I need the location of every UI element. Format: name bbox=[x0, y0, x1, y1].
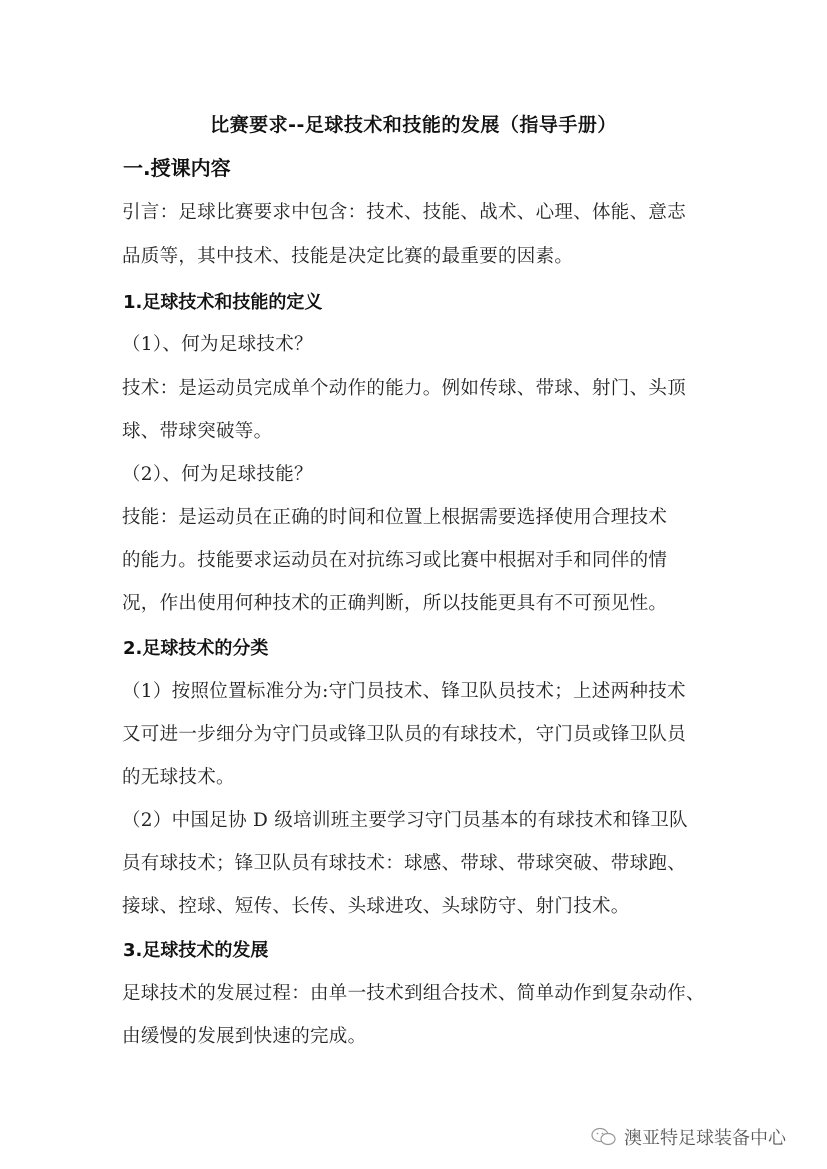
watermark-text: 澳亚特足球装备中心 bbox=[624, 1128, 786, 1149]
intro-line-2: 品质等，其中技术、技能是决定比赛的最重要的因素。 bbox=[122, 246, 574, 267]
sec1-answer-2-line-3: 况，作出使用何种技术的正确判断，所以技能更具有不可预见性。 bbox=[122, 593, 668, 614]
sec1-question-2: （2）、何为足球技能？ bbox=[122, 464, 313, 485]
sec1-question-1: （1）、何为足球技术？ bbox=[122, 334, 313, 355]
sec2-p1-line-1: （1）按照位置标准分为:守门员技术、锋卫队员技术；上述两种技术 bbox=[122, 681, 686, 702]
sec1-answer-2-line-2: 的能力。技能要求运动员在对抗练习或比赛中根据对手和同伴的情 bbox=[122, 550, 668, 571]
sec1-answer-1-line-1: 技术：是运动员完成单个动作的能力。例如传球、带球、射门、头顶 bbox=[122, 378, 687, 399]
sec2-p1-line-2: 又可进一步细分为守门员或锋卫队员的有球技术，守门员或锋卫队员 bbox=[122, 724, 687, 745]
sec2-p2-line-3: 接球、控球、短传、长传、头球进攻、头球防守、射门技术。 bbox=[122, 896, 630, 917]
sec1-answer-1-line-2: 球、带球突破等。 bbox=[122, 421, 273, 442]
sec2-p2-line-1: （2）中国足协 D 级培训班主要学习守门员基本的有球技术和锋卫队 bbox=[122, 810, 688, 831]
watermark bbox=[590, 1124, 786, 1150]
sec2-heading: 2.足球技术的分类 bbox=[123, 638, 269, 659]
sec3-p1-line-1: 足球技术的发展过程：由单一技术到组合技术、简单动作到复杂动作、 bbox=[122, 983, 705, 1004]
sec2-p1-line-3: 的无球技术。 bbox=[122, 767, 235, 788]
section-heading: 一.授课内容 bbox=[123, 156, 231, 180]
sec3-p1-line-2: 由缓慢的发展到快速的完成。 bbox=[122, 1026, 367, 1047]
sec2-p2-line-2: 员有球技术；锋卫队员有球技术：球感、带球、带球突破、带球跑、 bbox=[122, 853, 687, 874]
wechat-icon bbox=[590, 1126, 618, 1148]
document-title: 比赛要求--足球技术和技能的发展（指导手册） bbox=[210, 114, 617, 136]
sec1-answer-2-line-1: 技能：是运动员在正确的时间和位置上根据需要选择使用合理技术 bbox=[122, 507, 668, 528]
sec3-heading: 3.足球技术的发展 bbox=[123, 940, 269, 961]
sec1-heading: 1.足球技术和技能的定义 bbox=[123, 292, 323, 313]
intro-line-1: 引言：足球比赛要求中包含：技术、技能、战术、心理、体能、意志 bbox=[122, 202, 687, 223]
